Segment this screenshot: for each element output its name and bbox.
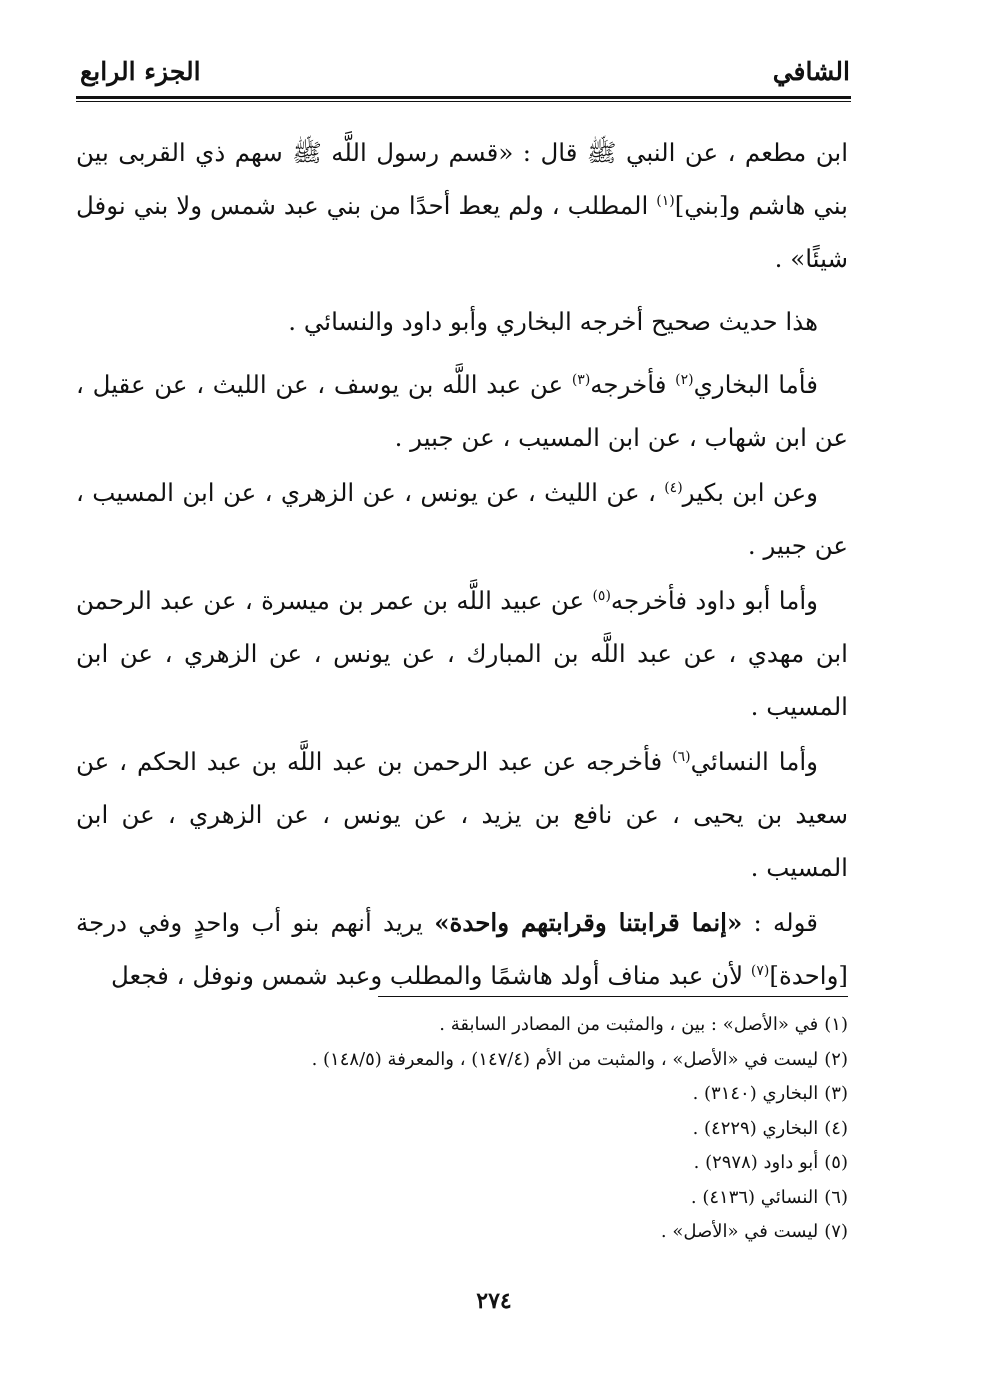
- footnote-text: البخاري (٣١٤٠) .: [692, 1083, 819, 1104]
- footnote: [128, 1146, 848, 1181]
- paragraph-text: عن عبد اللَّه بن يوسف ، عن الليث ، عن عقيل ، عن ابن شهاب ، عن ابن المسيب ، عن جبير .: [76, 370, 848, 452]
- footnote-number: (٣): [824, 1083, 848, 1104]
- header-rule: [76, 96, 851, 102]
- paragraph-text: فأخرجه: [590, 370, 676, 399]
- footnote-text: ليست في «الأصل» .: [660, 1221, 819, 1242]
- footnote-number: (٤): [824, 1117, 848, 1139]
- paragraph-4: [76, 466, 848, 572]
- footnote-number: (٦): [824, 1186, 848, 1208]
- footnote: [128, 1008, 848, 1043]
- footnote: [128, 1181, 848, 1216]
- paragraph-7: [76, 896, 848, 1002]
- paragraph-text: لأن عبد مناف أولد هاشمًا والمطلب وعبد شمس ونوفل ، فجعل: [110, 961, 751, 990]
- footnote-text: أبو داود (٢٩٧٨) .: [693, 1152, 819, 1173]
- main-text: [76, 126, 848, 1004]
- footnote-ref[interactable]: (٣): [571, 371, 591, 388]
- paragraph-2: [76, 295, 848, 348]
- footnote: [128, 1077, 848, 1112]
- paragraph-6: [76, 735, 848, 894]
- paragraph-text: فأخرجه عن عبد الرحمن بن عبد اللَّه بن عبد الحكم ، عن سعيد بن يحيى ، عن نافع بن يزيد ، عن يونس ، عن الزهري ، عن ابن المسيب .: [76, 747, 848, 882]
- footnote-rule: [378, 996, 848, 997]
- footnote-ref[interactable]: (١): [656, 192, 675, 209]
- running-header: [80, 52, 850, 96]
- book-title: الشافي: [772, 57, 850, 86]
- footnote-number: (١): [824, 1014, 848, 1035]
- paragraph-text: هذا حديث صحيح أخرجه البخاري وأبو داود والنسائي .: [288, 307, 818, 336]
- footnote-ref[interactable]: (٥): [592, 587, 611, 604]
- footnote-text: النسائي (٤١٣٦) .: [690, 1186, 819, 1208]
- footnote-ref[interactable]: (٤): [664, 479, 683, 496]
- footnote-ref[interactable]: (٦): [672, 748, 691, 765]
- footnote: [128, 1043, 848, 1078]
- paragraph-text: يريد أنهم بنو أب واحدٍ وفي درجة [واحدة]: [76, 908, 848, 990]
- paragraph-text: وعن ابن بكير: [682, 478, 818, 507]
- paragraph-text: فأما البخاري: [693, 370, 818, 399]
- footnote: [128, 1215, 848, 1250]
- footnotes: [128, 1008, 848, 1250]
- footnote-ref[interactable]: (٧): [750, 962, 770, 979]
- footnote: [128, 1112, 848, 1147]
- footnote-ref[interactable]: (٢): [675, 371, 694, 388]
- quoted-hadith-phrase: «إنما قرابتنا وقرابتهم واحدة»: [434, 908, 743, 937]
- paragraph-text: المطلب ، ولم يعط أحدًا من بني عبد شمس ولا بني نوفل شيئًا» .: [76, 191, 848, 273]
- page-number: ٢٧٤: [476, 1288, 512, 1314]
- paragraph-text: قوله :: [742, 908, 818, 937]
- paragraph-1: [76, 126, 848, 285]
- footnote-number: (٧): [824, 1221, 848, 1242]
- paragraph-5: [76, 574, 848, 733]
- paragraph-text: عن عبيد اللَّه بن عمر بن ميسرة ، عن عبد الرحمن ابن مهدي ، عن عبد اللَّه بن المبارك ، عن يونس ، عن الزهري ، عن ابن المسيب .: [76, 586, 848, 721]
- footnote-number: (٢): [824, 1048, 848, 1070]
- paragraph-text: ، عن الليث ، عن يونس ، عن الزهري ، عن ابن المسيب ، عن جبير .: [76, 478, 848, 560]
- footnote-text: البخاري (٤٢٢٩) .: [692, 1117, 819, 1139]
- paragraph-text: وأما النسائي: [690, 747, 818, 776]
- paragraph-text: وأما أبو داود فأخرجه: [610, 586, 818, 615]
- part-title: الجزء الرابع: [80, 57, 201, 86]
- paragraph-3: [76, 358, 848, 464]
- footnote-text: ليست في «الأصل» ، والمثبت من الأم (١٤٧/٤) ، والمعرفة (١٤٨/٥) .: [311, 1048, 819, 1070]
- footnote-number: (٥): [824, 1152, 848, 1173]
- footnote-text: في «الأصل» : بين ، والمثبت من المصادر السابقة .: [439, 1014, 819, 1035]
- paragraph-text: ابن مطعم ، عن النبي ﷺ قال : «قسم رسول اللَّه ﷺ سهم ذي القربى بين بني هاشم و[بني]: [76, 138, 849, 220]
